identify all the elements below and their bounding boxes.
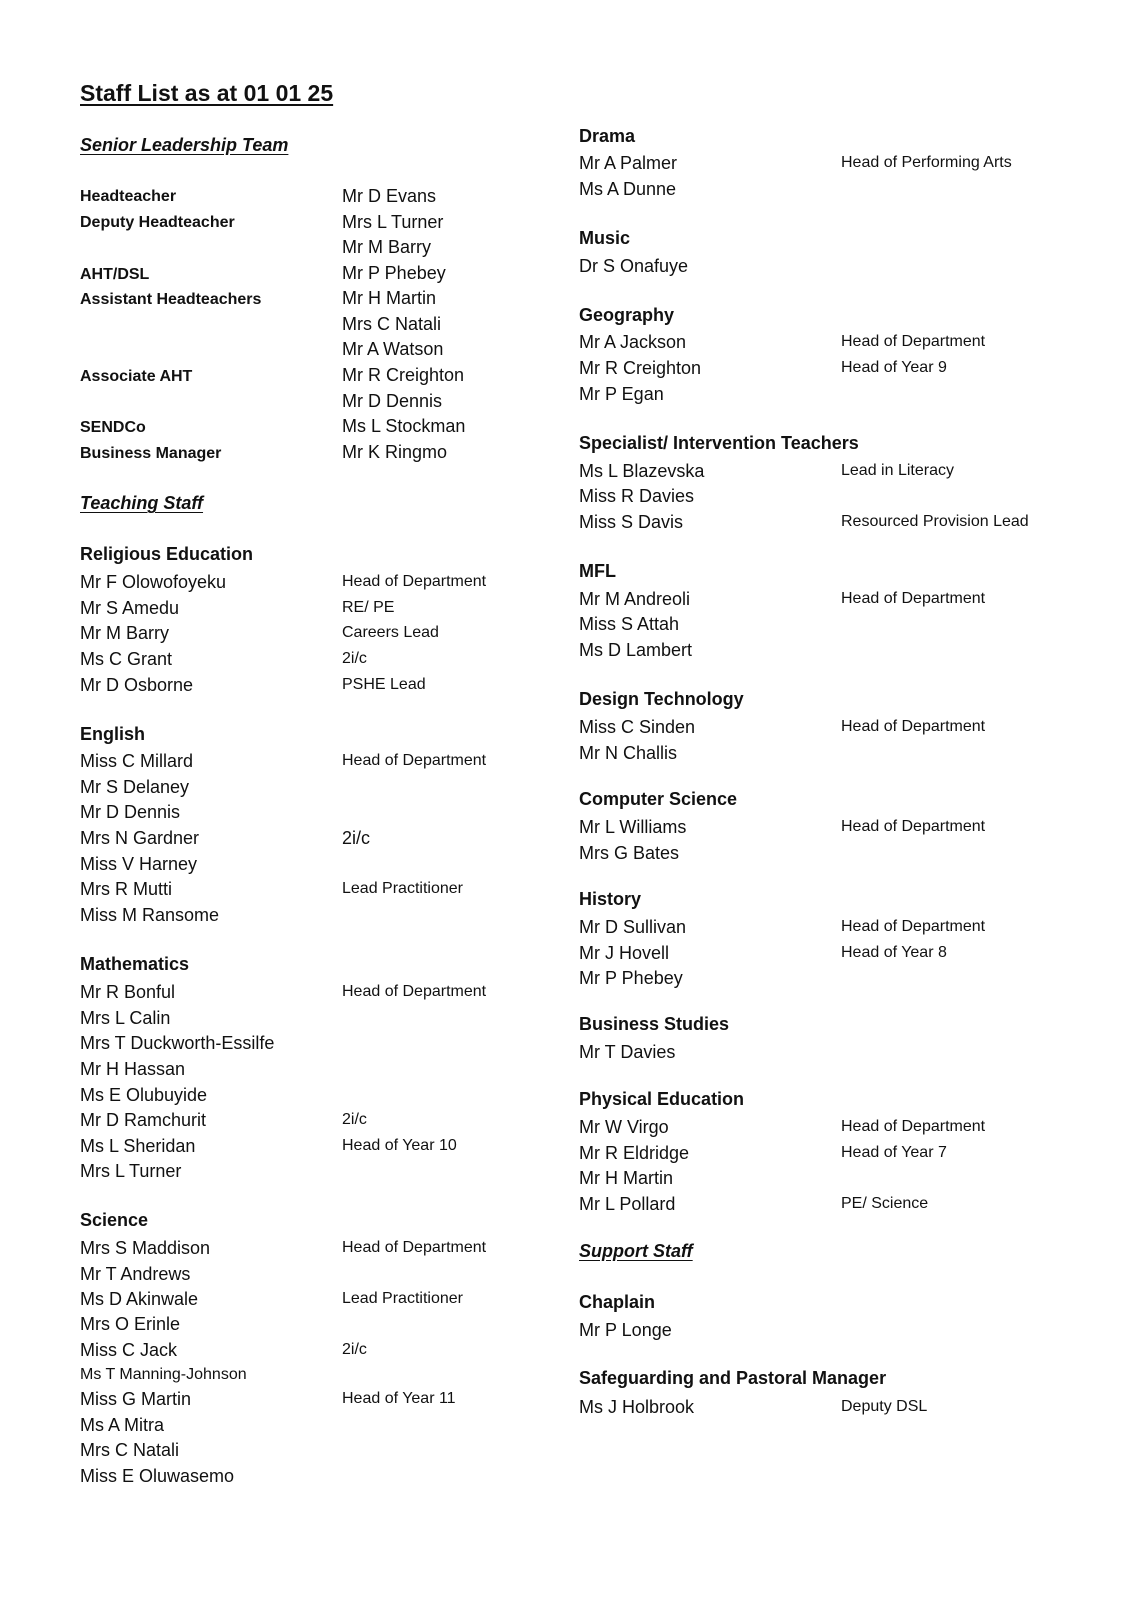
dept-heading-drama: Drama — [579, 126, 636, 146]
staff-name: Mrs S Maddison — [80, 1238, 211, 1258]
staff-name: Miss V Harney — [80, 854, 198, 874]
staff-name: Miss C Millard — [80, 751, 194, 771]
staff-role: Head of Department — [841, 590, 986, 607]
staff-name: Mrs N Gardner — [80, 828, 200, 848]
staff-name: Mr D Ramchurit — [80, 1110, 207, 1130]
staff-name: Mr J Hovell — [579, 943, 670, 963]
staff-role: 2i/c — [342, 1111, 367, 1128]
staff-name: Mr M Andreoli — [579, 589, 691, 609]
slt-label: Headteacher — [80, 188, 177, 205]
staff-name: Mr H Hassan — [80, 1059, 186, 1079]
staff-name: Mr P Phebey — [579, 968, 683, 988]
staff-role: Lead in Literacy — [841, 462, 954, 479]
staff-name: Ms L Sheridan — [80, 1136, 196, 1156]
staff-name: Dr S Onafuye — [579, 256, 689, 276]
staff-role: Head of Department — [342, 983, 487, 1000]
staff-role: Head of Year 7 — [841, 1144, 947, 1161]
slt-name: Mr A Watson — [342, 339, 444, 359]
dept-heading-music: Music — [579, 228, 631, 248]
slt-label: Assistant Headteachers — [80, 291, 262, 308]
staff-name: Mr F Olowofoyeku — [80, 572, 227, 592]
staff-role: PE/ Science — [841, 1195, 929, 1212]
dept-heading-chaplain: Chaplain — [579, 1292, 656, 1312]
dept-heading-safeguarding: Safeguarding and Pastoral Manager — [579, 1368, 887, 1388]
staff-name: Mr M Barry — [80, 623, 169, 643]
staff-role: Head of Department — [342, 752, 487, 769]
slt-name: Mr R Creighton — [342, 365, 465, 385]
dept-heading-english: English — [80, 724, 146, 744]
staff-name: Mr L Williams — [579, 817, 687, 837]
staff-name: Mr D Dennis — [80, 802, 181, 822]
staff-role: Head of Department — [841, 333, 986, 350]
staff-name: Miss G Martin — [80, 1389, 192, 1409]
dept-heading-computer-science: Computer Science — [579, 789, 738, 809]
slt-name: Mrs C Natali — [342, 314, 442, 334]
slt-name: Mr P Phebey — [342, 263, 446, 283]
staff-name: Mr P Longe — [579, 1320, 672, 1340]
staff-name: Miss M Ransome — [80, 905, 220, 925]
dept-heading-history: History — [579, 889, 642, 909]
slt-name: Mrs L Turner — [342, 212, 444, 232]
staff-name: Ms A Mitra — [80, 1415, 165, 1435]
slt-name: Mr K Ringmo — [342, 442, 448, 462]
dept-heading-business-studies: Business Studies — [579, 1014, 730, 1034]
dept-heading-mfl: MFL — [579, 561, 616, 581]
staff-role: Head of Department — [841, 918, 986, 935]
staff-name: Miss C Sinden — [579, 717, 696, 737]
document-title: Staff List as at 01 01 25 — [80, 80, 334, 106]
staff-name: Mr D Sullivan — [579, 917, 687, 937]
staff-name: Mr N Challis — [579, 743, 678, 763]
slt-name: Mr D Dennis — [342, 391, 443, 411]
staff-role: Head of Department — [841, 818, 986, 835]
slt-label: Business Manager — [80, 445, 222, 462]
staff-role: RE/ PE — [342, 599, 395, 616]
staff-name: Ms T Manning-Johnson — [80, 1366, 247, 1383]
staff-role: Head of Department — [342, 573, 487, 590]
slt-label: Associate AHT — [80, 368, 193, 385]
staff-name: Mr S Delaney — [80, 777, 190, 797]
staff-name: Mr P Egan — [579, 384, 664, 404]
section-heading-senior-leadership: Senior Leadership Team — [80, 135, 289, 155]
slt-label: SENDCo — [80, 419, 146, 436]
staff-role: Head of Year 9 — [841, 359, 947, 376]
dept-heading-science: Science — [80, 1210, 149, 1230]
staff-name: Mr D Osborne — [80, 675, 194, 695]
staff-name: Miss C Jack — [80, 1340, 178, 1360]
slt-name: Mr D Evans — [342, 186, 437, 206]
dept-heading-physical-education: Physical Education — [579, 1089, 745, 1109]
staff-role: Head of Year 10 — [342, 1137, 457, 1154]
staff-role: Resourced Provision Lead — [841, 513, 1029, 530]
staff-name: Mrs C Natali — [80, 1440, 180, 1460]
staff-name: Miss S Attah — [579, 614, 680, 634]
staff-name: Mr R Creighton — [579, 358, 702, 378]
staff-role: Head of Performing Arts — [841, 154, 1012, 171]
section-heading-teaching-staff: Teaching Staff — [80, 493, 204, 513]
staff-name: Ms J Holbrook — [579, 1397, 695, 1417]
dept-heading-mathematics: Mathematics — [80, 954, 190, 974]
staff-name: Mr T Davies — [579, 1042, 676, 1062]
staff-role: Head of Department — [841, 1118, 986, 1135]
dept-heading-geography: Geography — [579, 305, 675, 325]
staff-role: 2i/c — [342, 1341, 367, 1358]
slt-name: Mr M Barry — [342, 237, 431, 257]
staff-role: Head of Department — [841, 718, 986, 735]
staff-role: 2i/c — [342, 828, 371, 848]
slt-label: AHT/DSL — [80, 266, 150, 283]
staff-role: Head of Year 8 — [841, 944, 947, 961]
staff-role: Careers Lead — [342, 624, 439, 641]
staff-name: Mrs R Mutti — [80, 879, 172, 899]
slt-label: Deputy Headteacher — [80, 214, 235, 231]
staff-name: Mr W Virgo — [579, 1117, 669, 1137]
staff-name: Miss E Oluwasemo — [80, 1466, 235, 1486]
staff-name: Mr L Pollard — [579, 1194, 676, 1214]
staff-role: Head of Year 11 — [342, 1390, 456, 1407]
staff-name: Mrs T Duckworth-Essilfe — [80, 1033, 275, 1053]
staff-role: PSHE Lead — [342, 676, 426, 693]
staff-name: Mrs L Turner — [80, 1161, 182, 1181]
staff-role: Deputy DSL — [841, 1398, 928, 1415]
staff-name: Mr R Bonful — [80, 982, 176, 1002]
staff-name: Mrs O Erinle — [80, 1314, 181, 1334]
dept-heading-design-technology: Design Technology — [579, 689, 744, 709]
staff-name: Miss S Davis — [579, 512, 684, 532]
staff-name: Mr A Palmer — [579, 153, 678, 173]
staff-role: 2i/c — [342, 650, 367, 667]
section-heading-support-staff: Support Staff — [579, 1241, 693, 1261]
staff-name: Ms A Dunne — [579, 179, 677, 199]
dept-heading-specialist: Specialist/ Intervention Teachers — [579, 433, 859, 453]
staff-name: Mr H Martin — [579, 1168, 673, 1188]
staff-role: Head of Department — [342, 1239, 487, 1256]
dept-heading-religious-education: Religious Education — [80, 544, 254, 564]
staff-name: Ms D Akinwale — [80, 1289, 199, 1309]
slt-name: Ms L Stockman — [342, 416, 466, 436]
staff-name: Miss R Davies — [579, 486, 695, 506]
staff-name: Ms C Grant — [80, 649, 173, 669]
staff-role: Lead Practitioner — [342, 1290, 463, 1307]
slt-name: Mr H Martin — [342, 288, 436, 308]
staff-name: Mr R Eldridge — [579, 1143, 690, 1163]
staff-name: Mrs G Bates — [579, 843, 680, 863]
staff-name: Ms E Olubuyide — [80, 1085, 208, 1105]
staff-role: Lead Practitioner — [342, 880, 463, 897]
staff-name: Ms L Blazevska — [579, 461, 705, 481]
staff-name: Ms D Lambert — [579, 640, 693, 660]
staff-name: Mr S Amedu — [80, 598, 180, 618]
staff-name: Mr T Andrews — [80, 1264, 191, 1284]
staff-name: Mrs L Calin — [80, 1008, 171, 1028]
staff-name: Mr A Jackson — [579, 332, 687, 352]
